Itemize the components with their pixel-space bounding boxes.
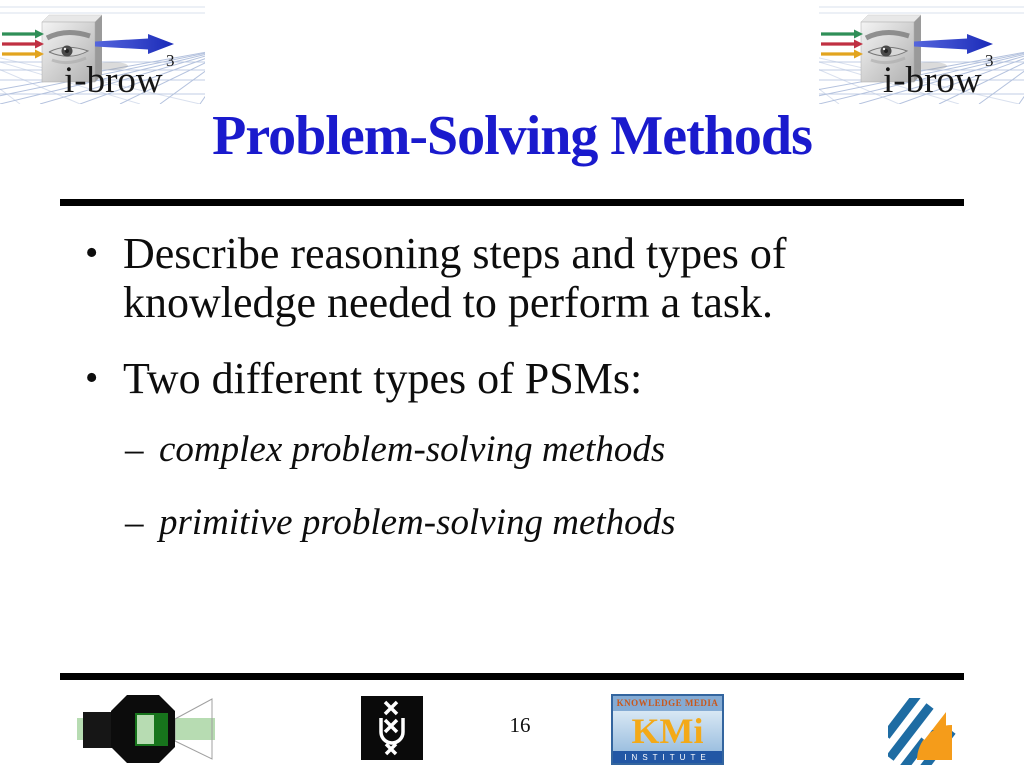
uva-logo bbox=[361, 696, 423, 760]
input-arrows-icon bbox=[821, 30, 863, 59]
bullet-marker: • bbox=[85, 356, 99, 399]
page-title: Problem-Solving Methods bbox=[212, 105, 812, 167]
sub-bullet-text: primitive problem-solving methods bbox=[159, 502, 676, 544]
ibrow-superscript: 3 bbox=[985, 51, 994, 70]
ibrow-wordmark: i-brow bbox=[883, 60, 982, 101]
dash-marker: – bbox=[125, 428, 144, 470]
kmi-footer-text: INSTITUTE bbox=[613, 751, 722, 765]
input-arrows-icon bbox=[2, 30, 44, 59]
bottom-divider bbox=[60, 673, 964, 680]
kmi-acronym: KMi bbox=[613, 711, 722, 751]
kmi-logo bbox=[611, 694, 724, 765]
ibrow-logo-right bbox=[819, 4, 1024, 104]
top-divider bbox=[60, 199, 964, 206]
sub-bullet-text: complex problem-solving methods bbox=[159, 428, 666, 470]
bullet-text: Two different types of PSMs: bbox=[123, 353, 643, 403]
kmi-header-text: KNOWLEDGE MEDIA bbox=[613, 696, 722, 711]
ibrow-logo-left bbox=[0, 4, 205, 104]
bullet-text: Describe reasoning steps and types of knowledge needed to perform a task. bbox=[123, 229, 787, 328]
dash-marker: – bbox=[125, 502, 144, 544]
page-number: 16 bbox=[509, 713, 531, 737]
sub-list-item bbox=[125, 429, 955, 472]
list-item bbox=[85, 229, 955, 328]
ibrow-wordmark: i-brow bbox=[64, 60, 163, 101]
slide-body bbox=[85, 229, 955, 576]
stripes-logo bbox=[888, 698, 963, 765]
camera-lens-logo bbox=[75, 692, 217, 766]
list-item bbox=[85, 354, 955, 403]
bullet-marker: • bbox=[85, 232, 99, 274]
sub-list-item bbox=[125, 502, 955, 545]
ibrow-superscript: 3 bbox=[166, 51, 175, 70]
